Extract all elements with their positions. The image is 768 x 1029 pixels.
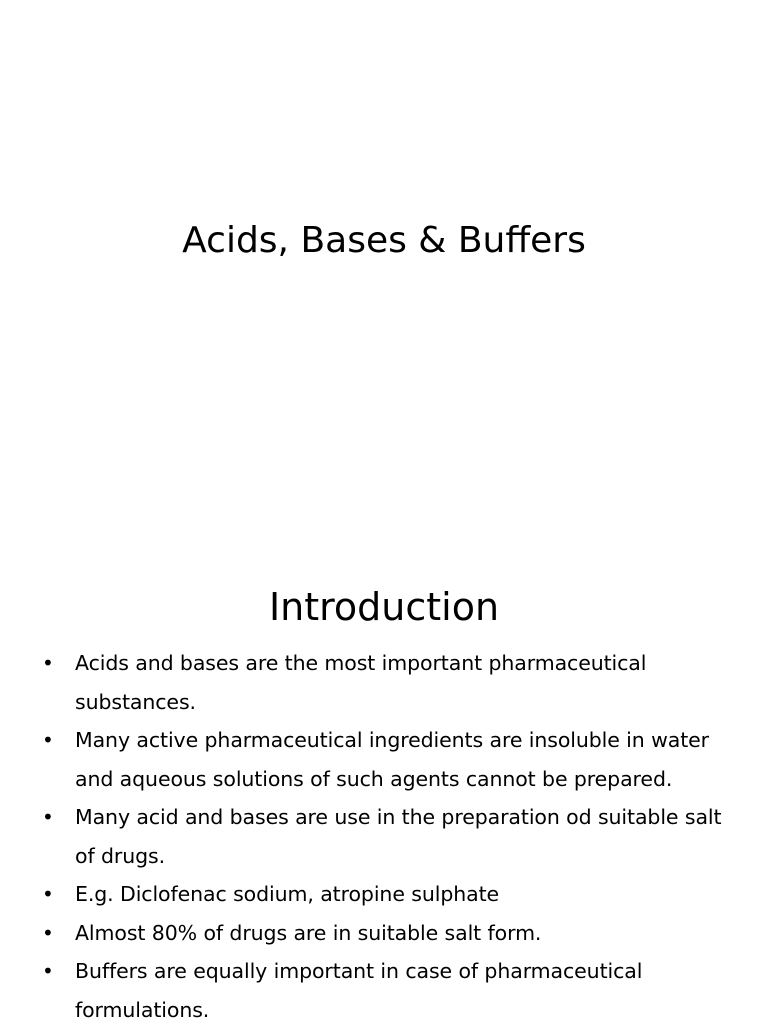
bullet-item bbox=[40, 798, 740, 875]
bullet-list bbox=[40, 644, 740, 1029]
bullet-item bbox=[40, 952, 740, 1029]
bullet-text: E.g. Diclofenac sodium, atropine sulphate bbox=[75, 882, 500, 906]
bullet-icon: • bbox=[42, 959, 54, 983]
bullet-text: Almost 80% of drugs are in suitable salt form. bbox=[75, 920, 542, 945]
bullet-text: Many active pharmaceutical ingredients are insoluble in water and aqueous solutions of such agents cannot be prepared. bbox=[75, 728, 709, 791]
title-slide bbox=[0, 0, 768, 480]
introduction-slide bbox=[0, 540, 768, 1024]
bullet-text: Acids and bases are the most important pharmaceutical substances. bbox=[75, 651, 647, 714]
slide-heading: Introduction bbox=[268, 585, 500, 629]
bullet-icon: • bbox=[42, 882, 54, 906]
slide-title: Acids, Bases & Buffers bbox=[182, 220, 586, 261]
bullet-icon: • bbox=[42, 805, 54, 829]
bullet-item bbox=[40, 721, 740, 798]
bullet-icon: • bbox=[42, 651, 54, 675]
bullet-text: Buffers are equally important in case of pharmaceutical formulations. bbox=[75, 959, 643, 1022]
bullet-icon: • bbox=[42, 728, 54, 752]
bullet-icon: • bbox=[42, 920, 54, 945]
bullet-item bbox=[40, 914, 740, 953]
bullet-item bbox=[40, 644, 740, 721]
bullet-text: Many acid and bases are use in the preparation od suitable salt of drugs. bbox=[75, 805, 722, 868]
bullet-item bbox=[40, 875, 740, 914]
